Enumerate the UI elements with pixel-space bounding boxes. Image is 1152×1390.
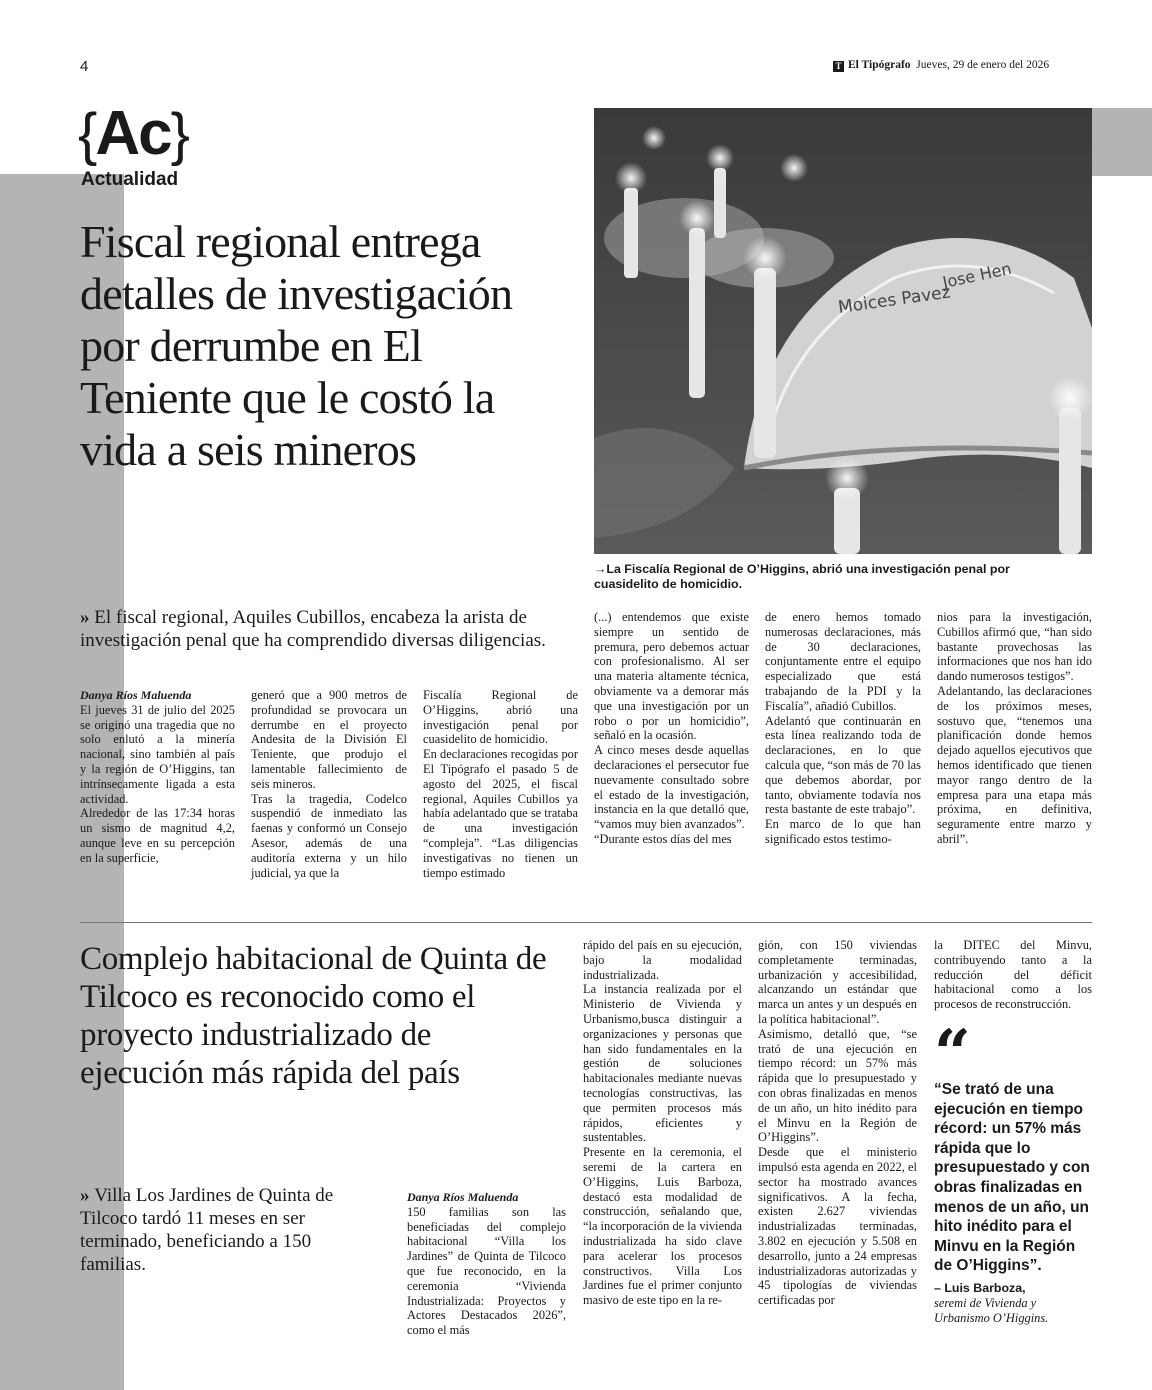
paragraph: La instancia realizada por el Ministerio de Vivienda y Urbanismo,busca distinguir a organizaciones y personas que han sido fundamentales en la gestión de soluciones habitacionales mediante nuevas tecnologías constructivas, las que permiten procesos más rápidos, eficientes y sustentables. xyxy=(583,982,742,1145)
photo-scribble-name-1: Moices Pavez xyxy=(836,282,952,318)
caption-arrow-icon: → xyxy=(594,562,607,576)
quote-mark-icon: “ xyxy=(934,1016,971,1091)
paragraph: El jueves 31 de julio del 2025 se originó una tragedia que no solo enlutó a la minería nacional, sino también al país y la región de O’Higgins, tan intrínsecamente ligada a esta actividad. xyxy=(80,702,235,806)
pull-quote-attribution xyxy=(934,1281,1094,1326)
page-number: 4 xyxy=(80,58,89,75)
article-1-byline: Danya Ríos Maluenda xyxy=(80,688,192,702)
photo-scribble-name-2: Jose Hen xyxy=(940,258,1014,292)
section-logo-abbr: Ac xyxy=(95,99,171,168)
paragraph: “Durante estos días del mes xyxy=(594,831,732,846)
publication-logo-icon: T xyxy=(833,61,844,72)
paragraph: gión, con 150 viviendas completamente terminadas, urbanización y accesibilidad, alcanzando un estándar que marca un antes y un después en la política habitacional”. xyxy=(758,938,917,1026)
masthead xyxy=(833,59,1049,72)
lede-marker-icon: » xyxy=(80,607,95,628)
paragraph: A cinco meses desde aquellas declaraciones el persecutor fue nuevamente consultado sobre el estado de la investigación, instancia en la que detalló que, “vamos muy bien avanzados”. xyxy=(594,743,749,832)
paragraph: Adelantó que continuarán en esta línea realizando toda de declaraciones, en lo que calcula que, “son más de 70 las que debemos abordar, por tanto, obviamente todavía nos resta bastante de este trabajo”. xyxy=(765,713,921,817)
lede-marker-icon: » xyxy=(80,1185,95,1206)
article-1-column-4 xyxy=(594,610,749,847)
pull-quote-text: “Se trató de una ejecución en tiempo récord: un 57% más rápida que lo presupuestado y con obras finalizadas en menos de un año, un hito inédito para el Minvu en la Región de O’Higgins”. xyxy=(934,1081,1090,1275)
issue-date: Jueves, 29 de enero del 2026 xyxy=(916,59,1050,71)
section-divider xyxy=(80,922,1092,923)
paragraph: 150 familias son las beneficiadas del complejo habitacional “Villa los Jardines” de Quinta de Tilcoco que fue reconocido, en la ceremonia “Vivienda Industrializada: Proyectos y Actores Destacados 2026”, como el más xyxy=(407,1204,566,1338)
section-name: Actualidad xyxy=(81,169,179,190)
paragraph: de enero hemos tomado numerosas declaraciones, más de 30 declaraciones, conjuntamente entre el equipo especializado que está trabajando de la PDI y la Fiscalía”, añadió Cubillos. xyxy=(765,610,921,713)
photo-caption-text: La Fiscalía Regional de O’Higgins, abrió una investigación penal por cuasidelito de homicidio. xyxy=(594,562,1010,591)
article-1-column-6 xyxy=(937,610,1092,847)
article-2-byline: Danya Ríos Maluenda xyxy=(407,1190,519,1204)
article-1-column-5 xyxy=(765,610,921,847)
article-2-headline: Complejo habitacional de Quinta de Tilcoco es reconocido como el proyecto industrializado de ejecución más rápida del país xyxy=(80,941,547,1091)
paragraph: En declaraciones recogidas por El Tipógrafo el pasado 5 de agosto del 2025, el fiscal regional, Aquiles Cubillos ya había adelantado que se trataba de una investigación “compleja”. “Las diligencias investigativas no tienen un tiempo estimado xyxy=(423,747,578,880)
article-1-lede-text: El fiscal regional, Aquiles Cubillos, encabeza la arista de investigación penal que ha comprendido diversas diligencias. xyxy=(80,607,546,651)
paragraph: Asimismo, detalló que, “se trató de una ejecución en tiempo récord: un 57% más rápida que lo presupuestado y con obras finalizadas en menos de un año, un hito inédito para el Minvu en la Región de O’Higgins”. xyxy=(758,1026,917,1145)
paragraph: nios para la investigación, Cubillos afirmó que, “han sido bastante provechosas las informaciones que nos han ido dando numerosos testigos”. xyxy=(937,610,1092,684)
article-1-column-1 xyxy=(80,688,235,866)
pull-quote-author: – Luis Barboza, xyxy=(934,1281,1026,1295)
photo-caption xyxy=(594,562,1054,592)
paragraph: Adelantando, las declaraciones de los próximos meses, sostuvo que, “tenemos una planificación donde hemos dejado aquellos ejecutivos que hemos identificado que tienen mayor rango dentro de la empresa para una etapa más próxima, en definitiva, seguramente entre marzo y abril”. xyxy=(937,683,1092,846)
paragraph: Desde que el ministerio impulsó esta agenda en 2022, el sector ha mostrado avances significativos. A la fecha, existen 2.627 viviendas industrializadas terminadas, 3.802 en ejecución y 5.508 en desarrollo, junto a 24 empresas industrializadoras autorizadas y 45 tipologías de viviendas certificadas por xyxy=(758,1145,917,1308)
publication-name: El Tipógrafo xyxy=(848,59,911,71)
article-1-lede xyxy=(80,606,560,652)
paragraph: En marco de lo que han significado estos testimo- xyxy=(765,817,921,846)
article-2-column-3 xyxy=(758,938,917,1308)
article-1-headline: Fiscal regional entrega detalles de investigación por derrumbe en El Teniente que le costó la vida a seis mineros xyxy=(80,216,513,475)
section-logo xyxy=(78,99,189,168)
candles-helmet-photo xyxy=(594,108,1092,554)
pull-quote-role: seremi de Vivienda y Urbanismo O’Higgins. xyxy=(934,1296,1049,1325)
article-1-photo xyxy=(594,108,1092,554)
paragraph: Presente en la ceremonia, el seremi de la cartera en O’Higgins, Luis Barboza, destacó esta modalidad de construcción, señalando que, “la incorporación de la vivienda industrializada ha sido clave para acelerar los procesos constructivos. Villa Los Jardines fue el primer conjunto masivo de este tipo en la re- xyxy=(583,1145,742,1308)
article-1-column-2 xyxy=(251,688,407,880)
article-2-column-2 xyxy=(583,938,742,1308)
article-2-column-1 xyxy=(407,1190,566,1338)
paragraph: generó que a 900 metros de profundidad se provocara un derrumbe en el proyecto Andesita de la División El Teniente, que produjo el lamentable fallecimiento de seis mineros. xyxy=(251,688,407,791)
paragraph: Tras la tragedia, Codelco suspendió de inmediato las faenas y conformó un Consejo Asesor, además de una auditoría externa y un hilo judicial, ya que la xyxy=(251,791,407,880)
article-2-lede-text: Villa Los Jardines de Quinta de Tilcoco tardó 11 meses en ser terminado, beneficiando a 150 familias. xyxy=(80,1185,334,1275)
section-logo-close-brace: } xyxy=(170,102,189,167)
section-logo-open-brace: { xyxy=(78,102,96,167)
paragraph: Alrededor de las 17:34 horas un sismo de magnitud 4,2, aunque leve en su percepción en la superficie, xyxy=(80,806,235,865)
paragraph: (...) entendemos que existe siempre un sentido de premura, pero debemos actuar con profesionalismo. Al ser una materia altamente técnica, obviamente va a demorar más que una investigación por un robo o por un homicidio”, señaló en la ocasión. xyxy=(594,610,749,743)
article-2-lede xyxy=(80,1184,370,1276)
paragraph: rápido del país en su ejecución, bajo la modalidad industrializada. xyxy=(583,938,742,982)
paragraph: Fiscalía Regional de O’Higgins, abrió una investigación penal por cuasidelito de homicidio. xyxy=(423,688,578,747)
paragraph: la DITEC del Minvu, contribuyendo tanto a la reducción del déficit habitacional como a los procesos de reconstrucción. xyxy=(934,938,1092,1012)
article-1-column-3 xyxy=(423,688,578,880)
article-2-column-4 xyxy=(934,938,1092,1012)
